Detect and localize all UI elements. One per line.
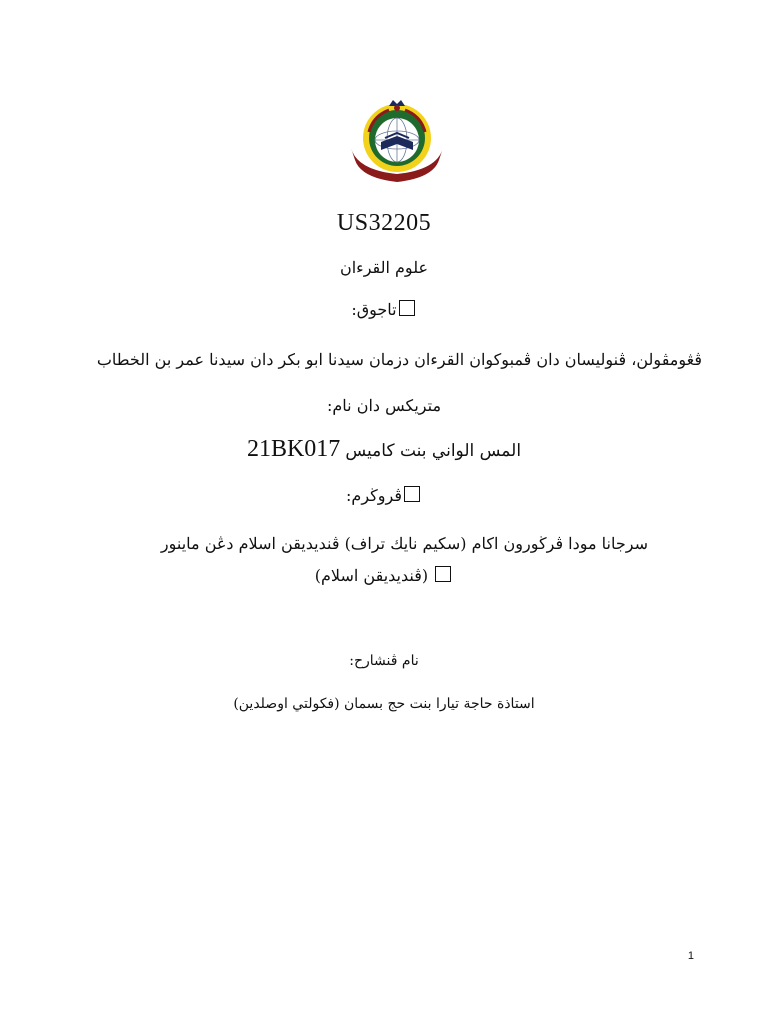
course-subject: علوم القرءان <box>339 258 429 277</box>
topic-label: تاجوق: <box>351 300 397 319</box>
student-label: متريكس دان نام: <box>326 396 442 415</box>
program-line-2-row <box>0 566 768 585</box>
checkbox-icon <box>435 566 451 582</box>
student-name: المس الواني بنت كاميس <box>345 441 522 461</box>
program-label: ڤروڬرم: <box>346 486 402 505</box>
student-id-row <box>0 436 768 463</box>
program-line-1: سرجانا مودا ڤرڬورون اكام (سكيم نايك تراف) ڤنديديقن اسلام دڠن ماينور <box>160 534 648 553</box>
course-code: US32205 <box>336 210 432 236</box>
page-number: 1 <box>687 950 694 962</box>
program-label-row <box>0 486 768 505</box>
checkbox-icon <box>399 300 415 316</box>
matric-number: 21BK017 <box>246 436 341 462</box>
lecturer-label: نام ڤنشارح: <box>349 653 419 669</box>
topic-title: ڤڠومڤولن، ڤنوليسان دان ڤمبوكوان القرءان دزمان سيدنا ابو بكر دان سيدنا عمر بن الخطاب <box>96 350 702 369</box>
lecturer-name: استاذة حاجة تيارا بنت حج بسمان (فكولتي اوصلدين) <box>233 696 535 712</box>
topic-label-row <box>0 300 768 319</box>
checkbox-icon <box>404 486 420 502</box>
university-emblem <box>347 92 447 184</box>
program-line-2: (ڤنديديقن اسلام) <box>314 566 429 585</box>
